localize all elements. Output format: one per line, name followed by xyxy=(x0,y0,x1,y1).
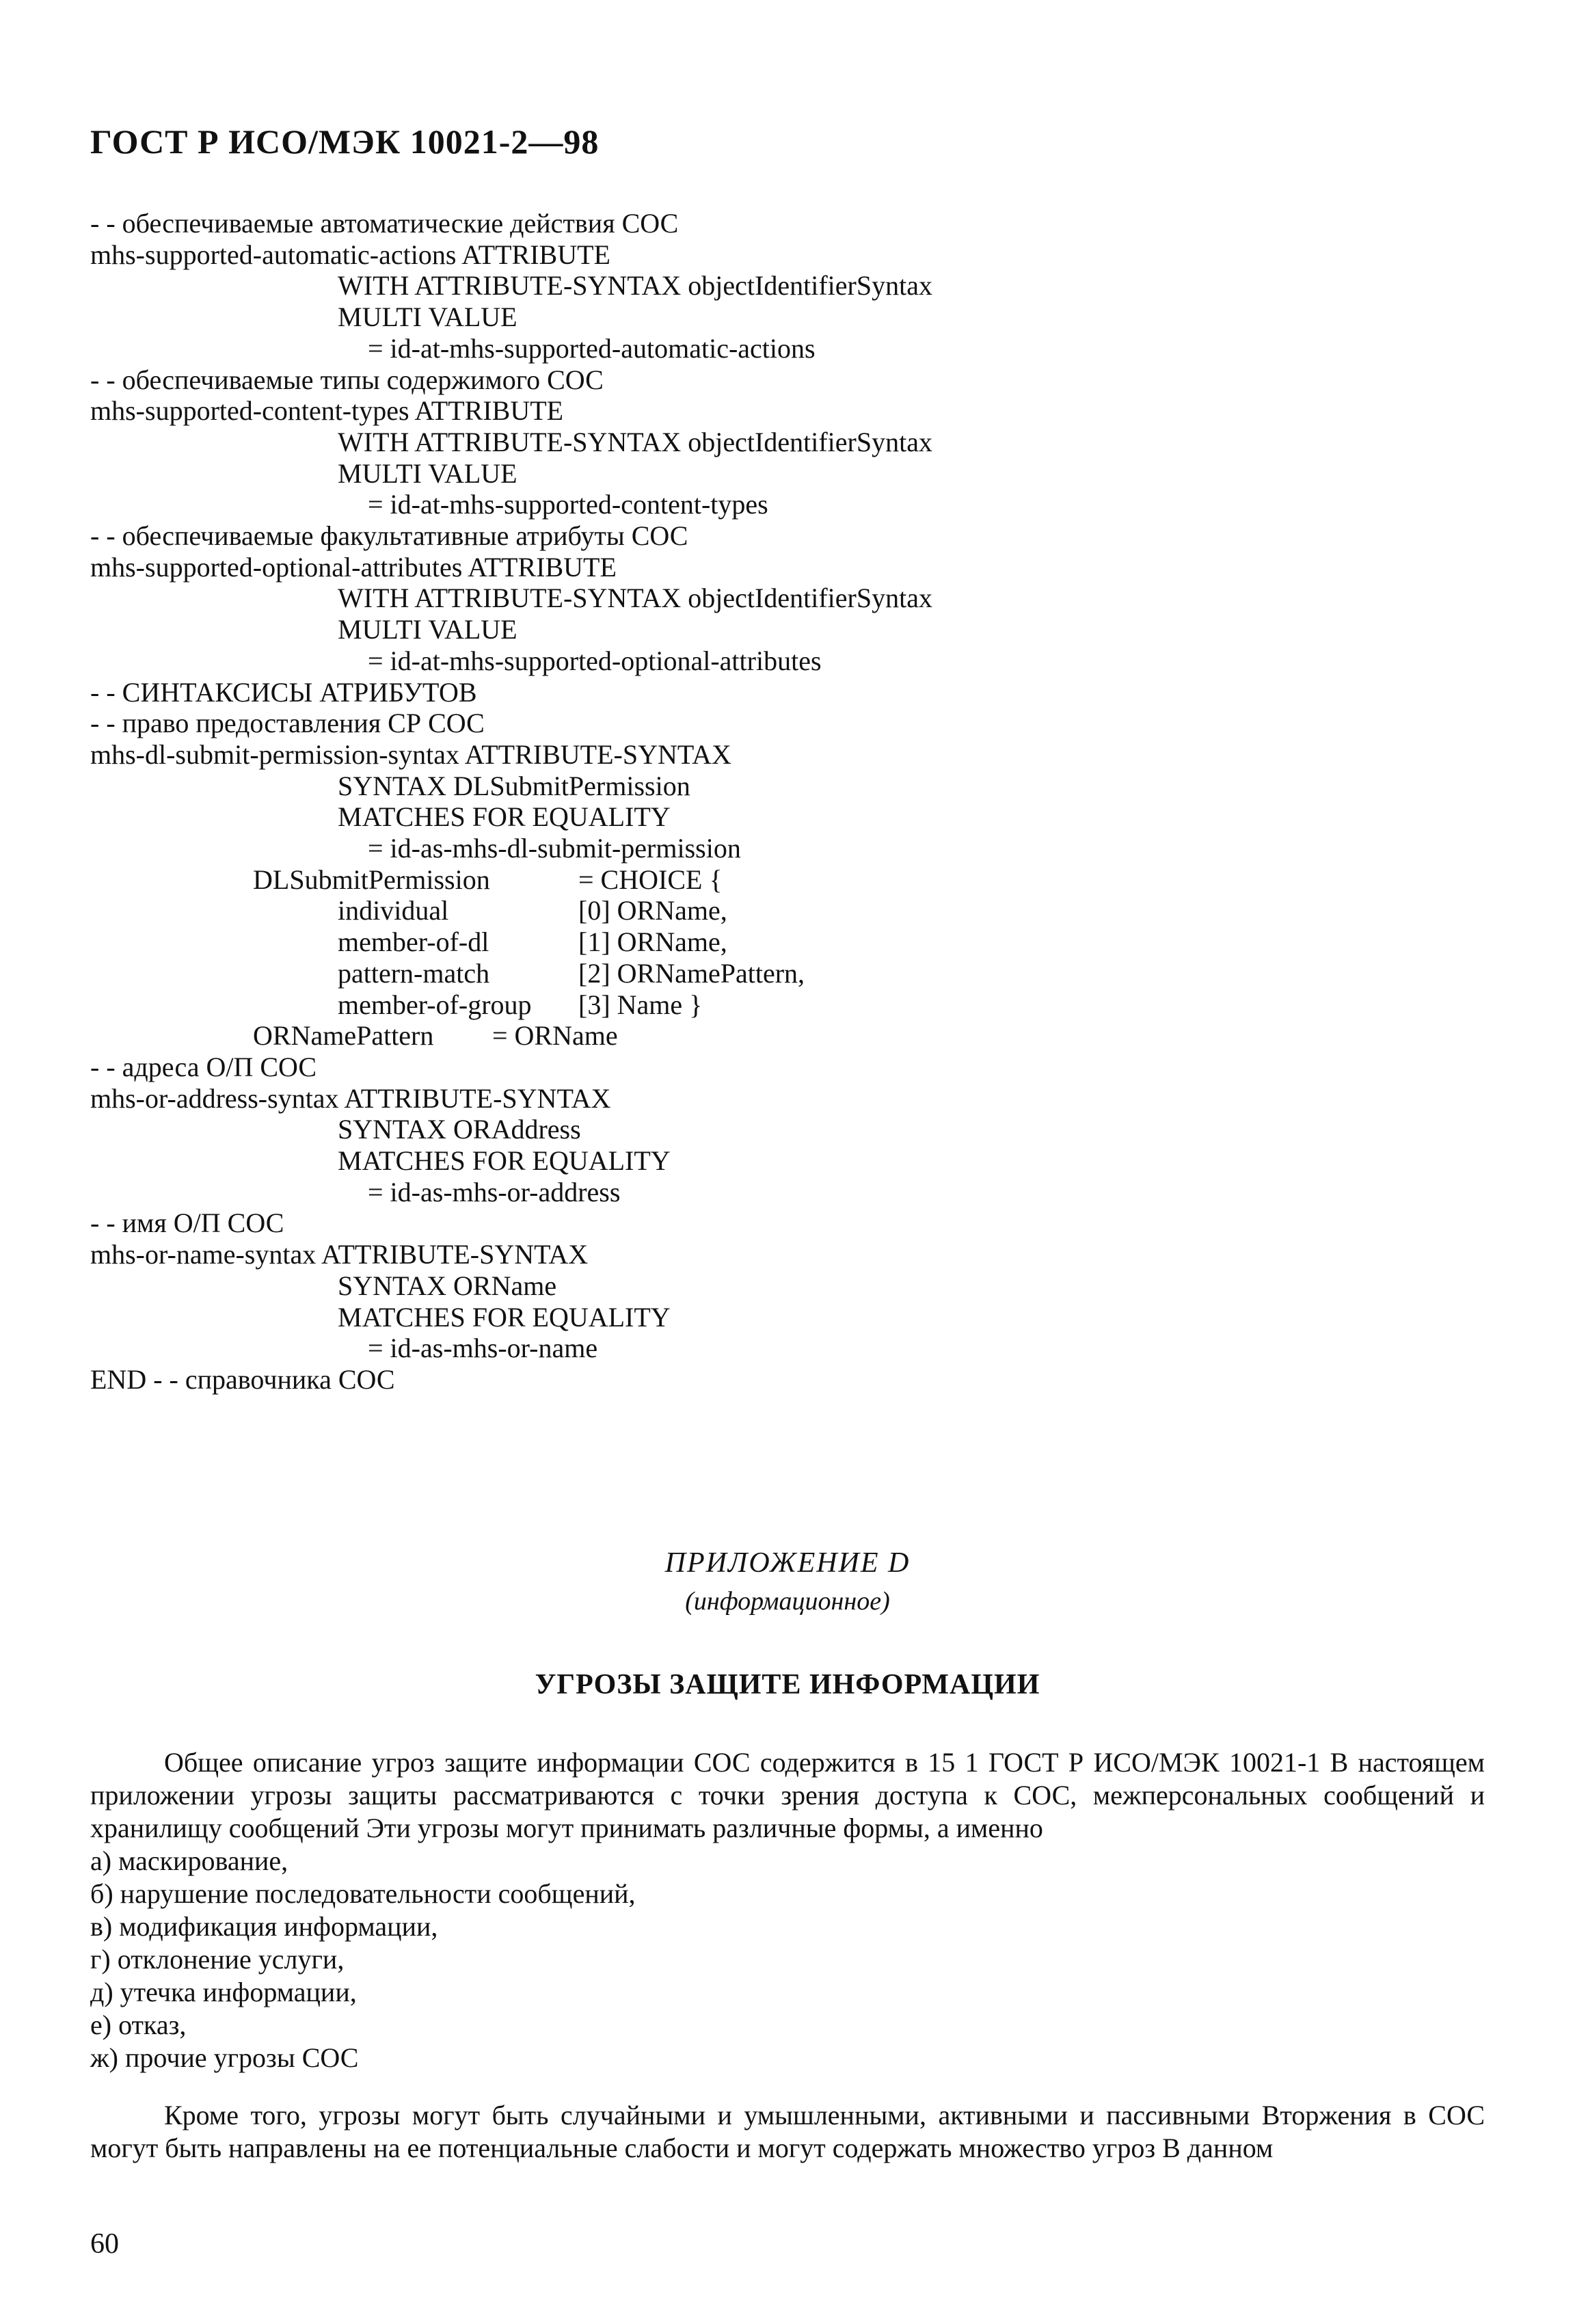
appendix-title: ПРИЛОЖЕНИЕ D xyxy=(664,1547,911,1579)
code-value: [2] ORNamePattern, xyxy=(578,958,805,989)
code-line: = id-at-mhs-supported-automatic-actions xyxy=(368,333,816,364)
threat-item: б) нарушение последовательности сообщений, xyxy=(90,1878,636,1909)
code-line: ORNamePattern xyxy=(253,1020,434,1051)
code-line: MULTI VALUE xyxy=(338,614,517,645)
closing-paragraph xyxy=(90,2099,1485,2165)
code-line: WITH ATTRIBUTE-SYNTAX objectIdentifierSyntax xyxy=(338,583,932,613)
code-value: = CHOICE { xyxy=(578,864,723,895)
code-line: MATCHES FOR EQUALITY xyxy=(338,1145,671,1176)
code-value: = ORName xyxy=(492,1020,618,1051)
code-value: [3] Name } xyxy=(578,989,703,1020)
threat-item: г) отклонение услуги, xyxy=(90,1944,345,1975)
document-header: ГОСТ Р ИСО/МЭК 10021-2—98 xyxy=(90,122,600,161)
intro-text: Общее описание угроз защите информации СОС содержится в 15 1 ГОСТ Р ИСО/МЭК 10021-1 В настоящем приложении угрозы защиты рассматриваются с точки зрения доступа к СОС, межперсональных сообщений и хранилищу сообщений Эти угрозы могут принимать различные формы, а именно xyxy=(90,1747,1485,1843)
threat-item: д) утечка информации, xyxy=(90,1977,357,2007)
code-line: MULTI VALUE xyxy=(338,302,517,332)
threat-item: а) маскирование, xyxy=(90,1845,288,1876)
code-line: member-of-group xyxy=(338,989,532,1020)
code-line: - - обеспечиваемые факультативные атрибуты СОС xyxy=(90,520,688,551)
code-line: SYNTAX ORName xyxy=(338,1270,557,1301)
code-line: WITH ATTRIBUTE-SYNTAX objectIdentifierSyntax xyxy=(338,270,932,301)
code-line: MATCHES FOR EQUALITY xyxy=(338,1302,671,1333)
closing-text: Кроме того, угрозы могут быть случайными и умышленными, активными и пассивными Вторжения в СОС могут быть направлены на ее потенциальные слабости и могут содержать множество угроз В данном xyxy=(90,2100,1485,2163)
code-line: mhs-dl-submit-permission-syntax ATTRIBUTE-SYNTAX xyxy=(90,739,731,770)
code-line: - - обеспечиваемые автоматические действия СОС xyxy=(90,208,679,239)
code-line: = id-as-mhs-dl-submit-permission xyxy=(368,833,741,864)
code-line: MATCHES FOR EQUALITY xyxy=(338,801,671,832)
page-number: 60 xyxy=(90,2228,119,2260)
code-line: = id-at-mhs-supported-optional-attributes xyxy=(368,645,822,676)
code-line: = id-as-mhs-or-name xyxy=(368,1333,598,1363)
code-line: member-of-dl xyxy=(338,926,489,957)
intro-paragraph xyxy=(90,1746,1485,1845)
code-line: mhs-supported-automatic-actions ATTRIBUTE xyxy=(90,239,610,270)
threat-item: ж) прочие угрозы СОС xyxy=(90,2042,359,2073)
code-line: END - - справочника СОС xyxy=(90,1364,395,1395)
code-line: mhs-supported-content-types ATTRIBUTE xyxy=(90,395,564,426)
code-line: - - адреса О/П СОС xyxy=(90,1052,317,1082)
code-line: SYNTAX ORAddress xyxy=(338,1114,581,1145)
code-line: - - право предоставления СР СОС xyxy=(90,708,485,738)
code-line: SYNTAX DLSubmitPermission xyxy=(338,771,690,801)
code-line: - - имя О/П СОС xyxy=(90,1207,284,1238)
code-line: pattern-match xyxy=(338,958,490,989)
code-value: [0] ORName, xyxy=(578,895,727,926)
code-line: mhs-supported-optional-attributes ATTRIBUTE xyxy=(90,552,617,583)
code-line: mhs-or-name-syntax ATTRIBUTE-SYNTAX xyxy=(90,1239,589,1270)
code-value: [1] ORName, xyxy=(578,926,727,957)
code-line: - - СИНТАКСИСЫ АТРИБУТОВ xyxy=(90,677,477,708)
code-line: WITH ATTRIBUTE-SYNTAX objectIdentifierSyntax xyxy=(338,427,932,457)
code-line: individual xyxy=(338,895,449,926)
code-line: DLSubmitPermission xyxy=(253,864,490,895)
code-line: - - обеспечиваемые типы содержимого СОС xyxy=(90,364,604,395)
threat-item: е) отказ, xyxy=(90,2009,187,2040)
code-line: mhs-or-address-syntax ATTRIBUTE-SYNTAX xyxy=(90,1083,611,1114)
threat-item: в) модификация информации, xyxy=(90,1911,438,1942)
code-line: = id-as-mhs-or-address xyxy=(368,1177,621,1207)
code-line: MULTI VALUE xyxy=(338,458,517,489)
appendix-subtitle: (информационное) xyxy=(685,1587,890,1616)
code-line: = id-at-mhs-supported-content-types xyxy=(368,489,768,520)
section-title: УГРОЗЫ ЗАЩИТЕ ИНФОРМАЦИИ xyxy=(535,1669,1040,1700)
